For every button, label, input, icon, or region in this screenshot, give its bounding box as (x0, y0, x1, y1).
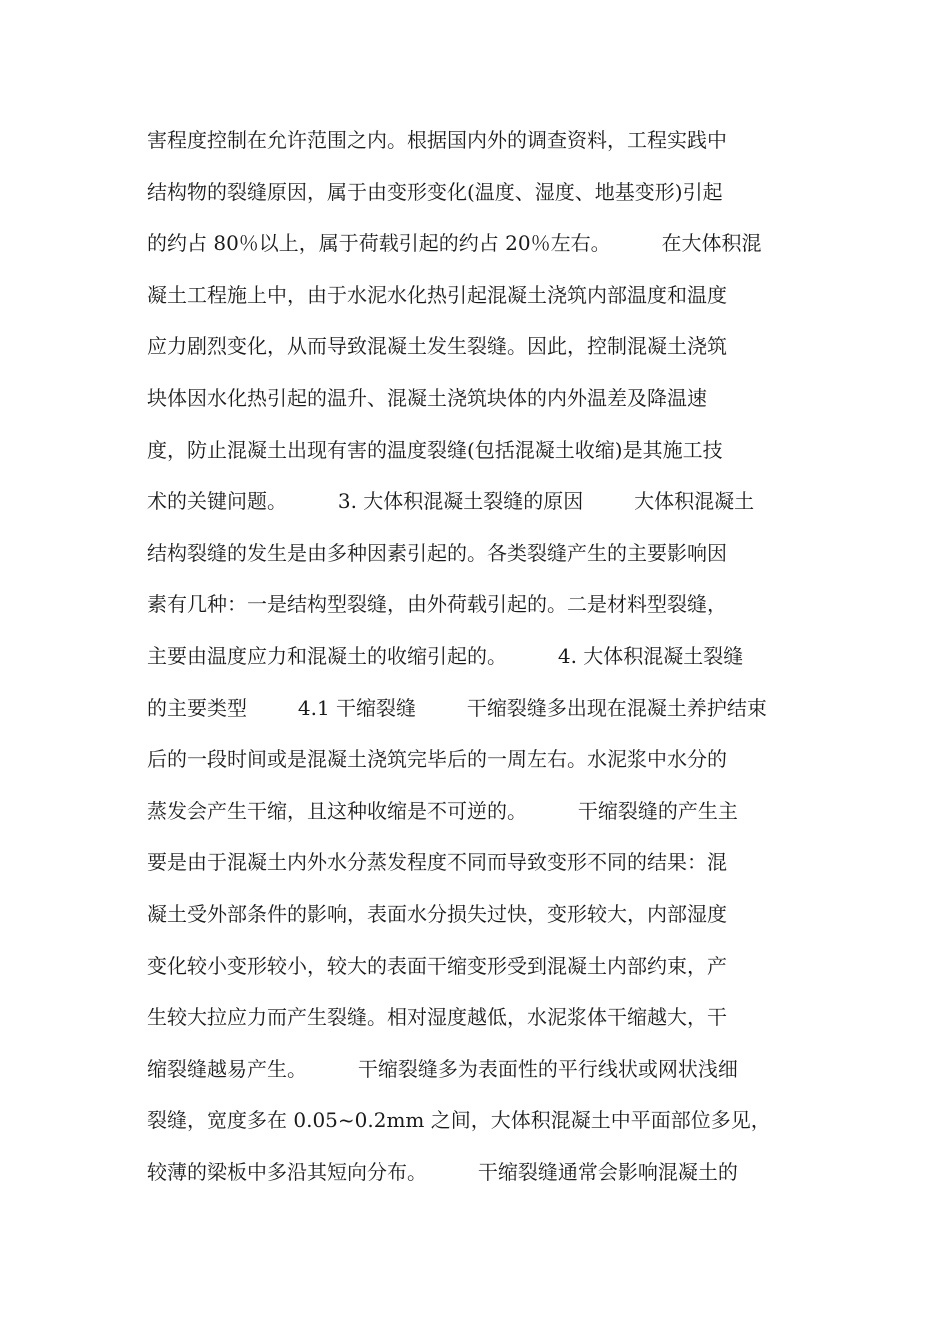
text-line: 度，防止混凝土出现有害的温度裂缝(包括混凝土收缩)是其施工技 (147, 437, 723, 462)
text-line: 凝土受外部条件的影响，表面水分损失过快，变形较大，内部湿度 (147, 901, 727, 926)
body-text (147, 115, 817, 1198)
text-line: 的主要类型 4.1 干缩裂缝 干缩裂缝多出现在混凝土养护结束 (147, 695, 767, 720)
text-line: 缩裂缝越易产生。 干缩裂缝多为表面性的平行线状或网状浅细 (147, 1056, 738, 1081)
text-line: 主要由温度应力和混凝土的收缩引起的。 4. 大体积混凝土裂缝 (147, 643, 744, 668)
text-line: 蒸发会产生干缩，且这种收缩是不可逆的。 干缩裂缝的产生主 (147, 798, 738, 823)
text-line: 要是由于混凝土内外水分蒸发程度不同而导致变形不同的结果：混 (147, 850, 727, 875)
text-line: 素有几种：一是结构型裂缝，由外荷载引起的。二是材料型裂缝， (147, 592, 727, 617)
text-line: 的约占 80％以上，属于荷载引起的约占 20％左右。 在大体积混 (147, 231, 762, 256)
text-line: 较薄的梁板中多沿其短向分布。 干缩裂缝通常会影响混凝土的 (147, 1159, 738, 1184)
text-line: 凝土工程施上中，由于水泥水化热引起混凝土浇筑内部温度和温度 (147, 282, 727, 307)
text-line: 结构裂缝的发生是由多种因素引起的。各类裂缝产生的主要影响因 (147, 540, 727, 565)
text-line: 应力剧烈变化，从而导致混凝土发生裂缝。因此，控制混凝土浇筑 (147, 334, 727, 359)
text-line: 变化较小变形较小，较大的表面干缩变形受到混凝土内部约束，产 (147, 953, 727, 978)
text-line: 害程度控制在允许范围之内。根据国内外的调查资料，工程实践中 (147, 128, 727, 152)
text-line: 块体因水化热引起的温升、混凝土浇筑块体的内外温差及降温速 (147, 385, 707, 410)
text-line: 术的关键问题。 3. 大体积混凝土裂缝的原因 大体积混凝土 (147, 489, 755, 514)
text-line: 生较大拉应力而产生裂缝。相对湿度越低，水泥浆体干缩越大，干 (147, 1005, 727, 1030)
text-line: 后的一段时间或是混凝土浇筑完毕后的一周左右。水泥浆中水分的 (147, 747, 727, 772)
text-line: 裂缝，宽度多在 0.05~0.2mm 之间，大体积混凝土中平面部位多见， (147, 1108, 771, 1133)
text-line: 结构物的裂缝原因，属于由变形变化(温度、湿度、地基变形)引起 (147, 179, 723, 204)
